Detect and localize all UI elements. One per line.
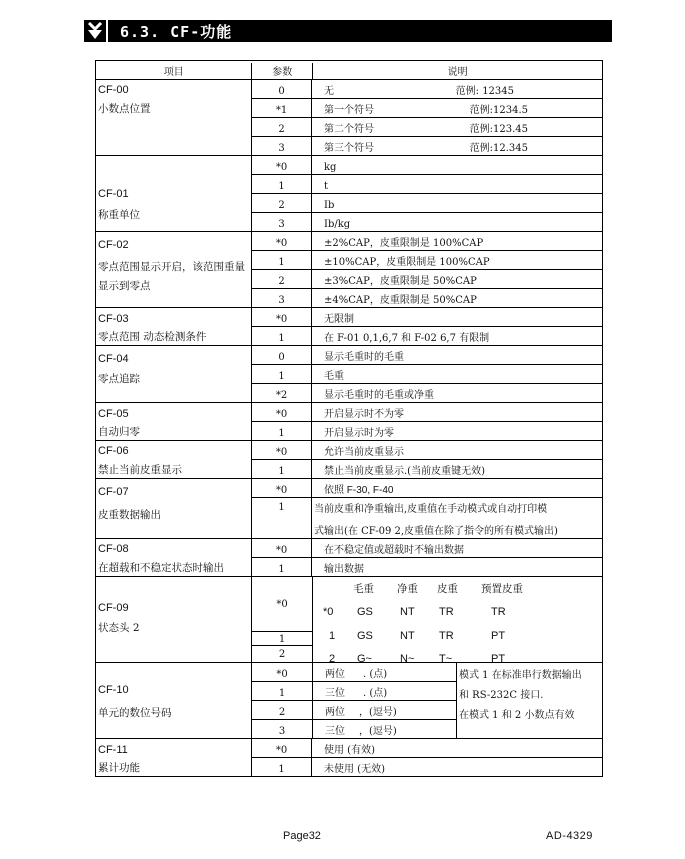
- desc-text: ±10%CAP，皮重限制是 100%CAP: [324, 257, 490, 268]
- item-code: CF-01: [98, 188, 129, 200]
- param-value: 0: [252, 80, 312, 98]
- status-cell: 1: [329, 630, 336, 642]
- header-item: 项目: [96, 63, 252, 79]
- item-cell: [96, 308, 252, 345]
- header-param: 参数: [252, 63, 313, 79]
- header-desc: 说明: [447, 67, 468, 78]
- table-row: [313, 663, 456, 682]
- table-group: [96, 308, 602, 346]
- item-name: 状态头 2: [98, 622, 140, 634]
- table-row: [252, 270, 602, 289]
- example-text: 范例:1234.5: [469, 105, 528, 116]
- item-code: CF-08: [98, 543, 129, 555]
- table-row: [252, 403, 602, 422]
- table-row: [252, 156, 602, 175]
- table-header-row: [96, 61, 602, 80]
- table-row: [252, 539, 602, 558]
- param-value: *0: [252, 232, 312, 250]
- param-value: 2: [278, 649, 286, 660]
- cf10-note: [457, 663, 602, 738]
- param-value: *0: [252, 403, 312, 421]
- status-cell: N~: [400, 653, 415, 662]
- param-value: 1: [252, 422, 312, 440]
- desc-text: 两位: [325, 707, 345, 718]
- item-code: CF-05: [98, 408, 129, 420]
- status-cell: PT: [491, 653, 506, 662]
- desc-text: 无限制: [324, 314, 354, 325]
- item-name: 在超载和不稳定状态时输出: [98, 562, 224, 574]
- table-row: [252, 739, 602, 758]
- table-group: [96, 346, 602, 403]
- desc-text: t: [324, 181, 329, 192]
- table-row: [252, 118, 602, 137]
- desc-cell: [313, 701, 456, 719]
- desc-text: ±2%CAP，皮重限制是 100%CAP: [324, 238, 484, 249]
- table-row: [252, 327, 602, 345]
- param-value: *0: [252, 156, 312, 174]
- desc-text: kg: [324, 162, 337, 173]
- status-cell: NT: [400, 630, 415, 642]
- table-row: [252, 175, 602, 194]
- desc-cell: [313, 682, 456, 700]
- param-value: 3: [278, 726, 286, 737]
- separator-text: . (点): [363, 688, 388, 699]
- table-row: [313, 682, 456, 701]
- example-text: 范例:123.45: [469, 124, 528, 135]
- note-line: 和 RS-232C 接口.: [459, 690, 544, 701]
- col-head: 净重: [397, 583, 418, 595]
- param-value: 2: [278, 707, 286, 718]
- desc-cell: [312, 118, 602, 136]
- param-value: *0: [252, 479, 312, 497]
- item-code: CF-06: [98, 445, 129, 457]
- item-code: CF-03: [98, 313, 129, 325]
- table-group: [96, 441, 602, 479]
- desc-text: 允许当前皮重显示: [324, 447, 404, 458]
- desc-text: 毛重: [324, 371, 344, 382]
- table-row: [252, 289, 602, 307]
- param-value: *0: [252, 739, 312, 757]
- separator-text: ，(逗号): [359, 726, 397, 737]
- table-group: [96, 232, 602, 308]
- item-cell: [96, 539, 252, 576]
- table-row: [252, 701, 312, 720]
- table-group: [96, 479, 602, 539]
- example-text: 范例: 12345: [455, 86, 514, 97]
- status-cell: TR: [439, 606, 454, 618]
- status-cell: NT: [400, 606, 415, 618]
- param-value: 2: [252, 194, 312, 212]
- table-row: [252, 479, 602, 498]
- status-cell: *0: [323, 606, 334, 618]
- table-row: [252, 346, 602, 365]
- table-row: [252, 194, 602, 213]
- item-name: 累计功能: [98, 762, 140, 774]
- item-code: CF-04: [98, 353, 129, 365]
- desc-text: Ib/kg: [324, 219, 351, 230]
- desc-text: 显示毛重时的毛重或净重: [324, 390, 434, 401]
- table-group: [96, 80, 602, 156]
- table-row: [313, 720, 456, 738]
- param-value: 1: [252, 365, 312, 383]
- table-row: [252, 663, 312, 682]
- header-divider: [106, 20, 108, 42]
- status-cell: TR: [491, 606, 506, 618]
- desc-text: 第三个符号: [324, 143, 374, 154]
- item-code: CF-11: [98, 744, 128, 756]
- table-row: [252, 137, 602, 155]
- separator-text: . (点): [363, 669, 388, 680]
- item-cell: [96, 232, 252, 307]
- model-number: AD-4329: [546, 830, 593, 842]
- table-row: [252, 422, 602, 440]
- desc-cell: [312, 80, 602, 98]
- item-cell: [96, 156, 252, 231]
- item-cell: [96, 441, 252, 478]
- item-cell: [96, 577, 252, 662]
- desc-text: 依照 F-30, F-40: [324, 485, 394, 496]
- desc-text: 开启显示时为零: [324, 428, 394, 439]
- table-row: [252, 251, 602, 270]
- page-number: Page32: [283, 830, 321, 842]
- param-value: *0: [252, 441, 312, 459]
- table-group: [96, 577, 602, 663]
- table-row: [252, 682, 312, 701]
- table-row: [252, 365, 602, 384]
- item-code: CF-00: [98, 84, 129, 96]
- desc-cell: [312, 137, 602, 155]
- item-name: 自动归零: [98, 426, 140, 438]
- desc-text-line2: 式输出(在 CF-09 2,皮重值在除了指令的所有模式输出): [314, 526, 558, 537]
- param-value: 1: [252, 498, 312, 538]
- desc-text: 禁止当前皮重显示.(当前皮重键无效): [324, 466, 485, 477]
- note-line: 在模式 1 和 2 小数点有效: [459, 710, 575, 721]
- table-row: [252, 441, 602, 460]
- param-value: *2: [252, 384, 312, 402]
- item-name: 零点范围 动态检测条件: [98, 331, 207, 343]
- desc-text: 第一个符号: [324, 105, 374, 116]
- desc-text: 两位: [325, 669, 345, 680]
- param-value: 1: [252, 632, 312, 646]
- status-cell: GS: [357, 630, 373, 642]
- item-name: 称重单位: [98, 209, 140, 221]
- status-cell: PT: [491, 630, 506, 642]
- item-cell: [96, 403, 252, 440]
- table-group: [96, 156, 602, 232]
- desc-text: 输出数据: [324, 564, 364, 575]
- table-group: [96, 403, 602, 441]
- table-group: [96, 539, 602, 577]
- param-value: 3: [252, 137, 312, 155]
- col-head: 皮重: [437, 583, 458, 595]
- desc-text: 三位: [325, 726, 345, 737]
- desc-cell: [313, 720, 456, 738]
- section-header: [84, 20, 612, 42]
- note-line: 模式 1 在标准串行数据输出: [459, 670, 582, 681]
- param-value: 0: [252, 346, 312, 364]
- item-cell: [96, 479, 252, 538]
- desc-text: 开启显示时不为零: [324, 409, 404, 420]
- status-cell: GS: [357, 606, 373, 618]
- param-value: 2: [252, 118, 312, 136]
- table-row: [252, 99, 602, 118]
- table-row: [252, 460, 602, 478]
- col-head: 毛重: [353, 583, 374, 595]
- param-value: 2: [252, 270, 312, 288]
- status-head-grid: [313, 577, 602, 662]
- item-name: 零点追踪: [98, 373, 140, 385]
- col-head: 预置皮重: [481, 583, 523, 595]
- status-cell: T~: [439, 653, 453, 662]
- table-row: [313, 701, 456, 720]
- param-value: *0: [252, 539, 312, 557]
- desc-cell: [312, 99, 602, 117]
- param-value: 1: [252, 460, 312, 478]
- table-row: [252, 213, 602, 231]
- table-row: [252, 232, 602, 251]
- desc-text: ±4%CAP，皮重限制是 50%CAP: [324, 295, 477, 306]
- param-value: 1: [252, 175, 312, 193]
- item-code: CF-10: [98, 684, 129, 696]
- param-value: 3: [252, 289, 312, 307]
- desc-text: 未使用 (无效): [324, 764, 385, 775]
- param-value: 1: [252, 251, 312, 269]
- item-name: 小数点位置: [98, 103, 151, 115]
- desc-text: Ib: [324, 200, 335, 211]
- param-value: 1: [252, 558, 312, 576]
- down-arrow-icon: [84, 20, 106, 42]
- param-value: *0: [252, 308, 312, 326]
- param-value: 1: [252, 758, 312, 776]
- desc-text: 三位: [325, 688, 345, 699]
- item-name: 单元的数位号码: [98, 707, 172, 719]
- status-cell: TR: [439, 630, 454, 642]
- separator-text: ，(逗号): [359, 707, 397, 718]
- table-row: [252, 80, 602, 99]
- item-cell: [96, 663, 252, 738]
- desc-text: 显示毛重时的毛重: [324, 352, 404, 363]
- param-value: 3: [252, 213, 312, 231]
- cf-function-table: [95, 60, 603, 777]
- table-row: [252, 720, 312, 738]
- param-value: *1: [252, 99, 312, 117]
- table-group: [96, 739, 602, 776]
- item-cell: [96, 739, 252, 776]
- param-value: *0: [252, 577, 312, 632]
- item-code: CF-09: [98, 602, 129, 614]
- param-value: 1: [278, 688, 286, 699]
- table-row: [252, 498, 602, 538]
- status-cell: G~: [357, 653, 372, 662]
- item-name: 皮重数据输出: [98, 509, 161, 521]
- item-name: 禁止当前皮重显示: [98, 464, 182, 476]
- table-group: [96, 663, 602, 739]
- desc-cell: [313, 663, 456, 681]
- table-row: [252, 308, 602, 327]
- desc-text: ±3%CAP，皮重限制是 50%CAP: [324, 276, 477, 287]
- status-cell: 2: [329, 653, 336, 662]
- table-row: [252, 384, 602, 402]
- item-code: CF-02: [98, 239, 129, 251]
- desc-text: 当前皮重和净重输出,皮重值在手动模式或自动打印模: [314, 504, 548, 515]
- item-code: CF-07: [98, 486, 129, 498]
- item-cell: [96, 346, 252, 402]
- param-value: 1: [252, 327, 312, 345]
- example-text: 范例:12.345: [469, 143, 528, 154]
- param-value: *0: [276, 669, 288, 680]
- section-title: 6.3. CF-功能: [120, 22, 233, 41]
- table-row: [252, 558, 602, 576]
- table-row: [252, 758, 602, 776]
- item-cell: [96, 80, 252, 155]
- desc-cell: [312, 498, 602, 538]
- desc-text: 第二个符号: [324, 124, 374, 135]
- desc-text: 使用 (有效): [324, 745, 375, 756]
- desc-text: 在 F-01 0,1,6,7 和 F-02 6,7 有限制: [324, 333, 490, 344]
- desc-text: 无: [324, 86, 334, 97]
- item-name: 零点范围显示开启，该范围重量显示到零点: [98, 261, 245, 292]
- desc-text: 在不稳定值或超载时不输出数据: [324, 545, 464, 556]
